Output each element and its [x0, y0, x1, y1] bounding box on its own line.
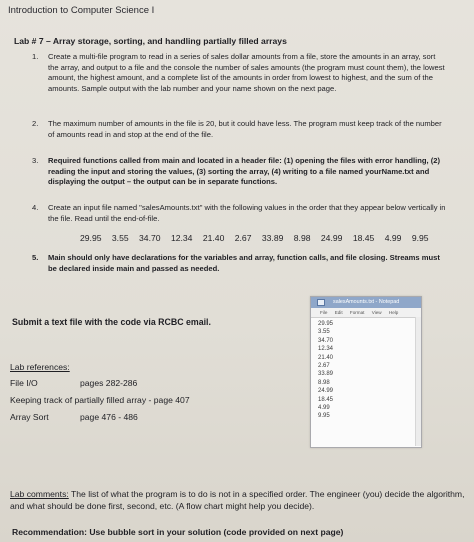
sales-value: 2.67 [234, 233, 252, 243]
references-heading: Lab references: [10, 362, 70, 372]
sales-value: 34.70 [139, 233, 161, 243]
sales-value: 12.34 [170, 233, 193, 243]
item-text: Create a multi-file program to read in a series of sales dollar amounts from a file, store the amounts in an array, sort the array, and output to a file and the console the number of sales amounts (the program must count them), the lowest amount, the highest amount, and a complete list of the amounts in order from lowest to highest, and the sum of the amounts. Sample output with the lab number and your name shown on the next page. [48, 52, 445, 93]
reference-value: pages 282-286 [80, 378, 138, 388]
reference-row [10, 378, 260, 395]
item-text: Main should only have declarations for the variables and array, function calls, and file closing. Streams must be declared inside main and passed as needed. [48, 253, 440, 273]
notepad-line: 33.89 [318, 371, 334, 378]
reference-label: Keeping track of partially filled array - page 407 [10, 395, 190, 405]
sales-value: 8.98 [293, 233, 311, 243]
item-number: 3. [32, 156, 39, 165]
notepad-line: 29.95 [318, 321, 334, 327]
sales-value: 4.99 [384, 233, 402, 243]
sales-value: 3.55 [111, 233, 129, 243]
notepad-line: 2.67 [318, 363, 330, 370]
notepad-icon [317, 299, 325, 306]
notepad-line: 4.99 [318, 405, 330, 412]
notepad-titlebar [311, 297, 421, 308]
sales-values [80, 233, 435, 243]
sales-value: 33.89 [261, 233, 284, 243]
item-number: 2. [32, 119, 39, 128]
item-text: Required functions called from main and located in a header file: (1) opening the files with error handling, (2) reading the input and storing the values, (3) sorting the array, (4) writing to a file named yourName.txt and displaying the output – the output can be in separate functions. [48, 156, 440, 187]
course-header: Introduction to Computer Science I [8, 5, 155, 16]
notepad-text-area[interactable] [311, 318, 421, 421]
notepad-line: 21.40 [318, 354, 334, 361]
item-number: 5. [32, 253, 39, 262]
notepad-scrollbar[interactable] [415, 317, 421, 446]
sales-value: 24.99 [320, 233, 343, 243]
menu-file[interactable]: File [320, 310, 328, 315]
menu-edit[interactable]: Edit [334, 310, 343, 315]
notepad-line: 3.55 [318, 329, 330, 336]
notepad-line: 18.45 [318, 396, 334, 403]
item-number: 4. [32, 203, 39, 212]
reference-row [10, 412, 260, 429]
notepad-menubar [311, 308, 421, 318]
lab-references [10, 362, 260, 429]
notepad-line: 9.95 [318, 413, 330, 420]
notepad-line: 8.98 [318, 379, 330, 386]
comments-label: Lab comments: [10, 489, 69, 499]
sales-value: 9.95 [411, 233, 429, 243]
comments-text: The list of what the program is to do is not in a specified order. The engineer (you) decide the algorithm, and what should be done first, second, etc. (A flow chart might help you decide). [10, 489, 465, 512]
notepad-title: salesAmounts.txt - Notepad [333, 299, 400, 305]
submit-instruction: Submit a text file with the code via RCBC email. [12, 317, 211, 327]
recommendation: Recommendation: Use bubble sort in your solution (code provided on next page) [12, 527, 344, 537]
notepad-line: 34.70 [318, 337, 334, 344]
reference-value: page 476 - 486 [80, 412, 138, 422]
menu-help[interactable]: Help [388, 310, 399, 315]
menu-format[interactable]: Format [349, 310, 365, 315]
reference-label: File I/O [10, 378, 38, 388]
notepad-line: 12.34 [318, 346, 334, 353]
notepad-window [310, 296, 422, 448]
item-number: 1. [32, 52, 39, 61]
item-text: Create an input file named "salesAmounts.txt" with the following values in the order that they appear below vertically in the file. Read until the end-of-file. [48, 203, 446, 223]
notepad-line: 24.99 [318, 388, 334, 395]
item-text: The maximum number of amounts in the file is 20, but it could have less. The program must keep track of the number of amounts read in and stop at the end of the file. [48, 119, 442, 139]
sales-value: 21.40 [202, 233, 225, 243]
sales-value: 18.45 [352, 233, 375, 243]
reference-row [10, 395, 260, 412]
lab-comments [10, 488, 465, 513]
lab-title: Lab # 7 – Array storage, sorting, and handling partially filled arrays [14, 36, 287, 46]
reference-label: Array Sort [10, 412, 49, 422]
menu-view[interactable]: View [371, 310, 382, 315]
sales-value: 29.95 [80, 233, 102, 243]
